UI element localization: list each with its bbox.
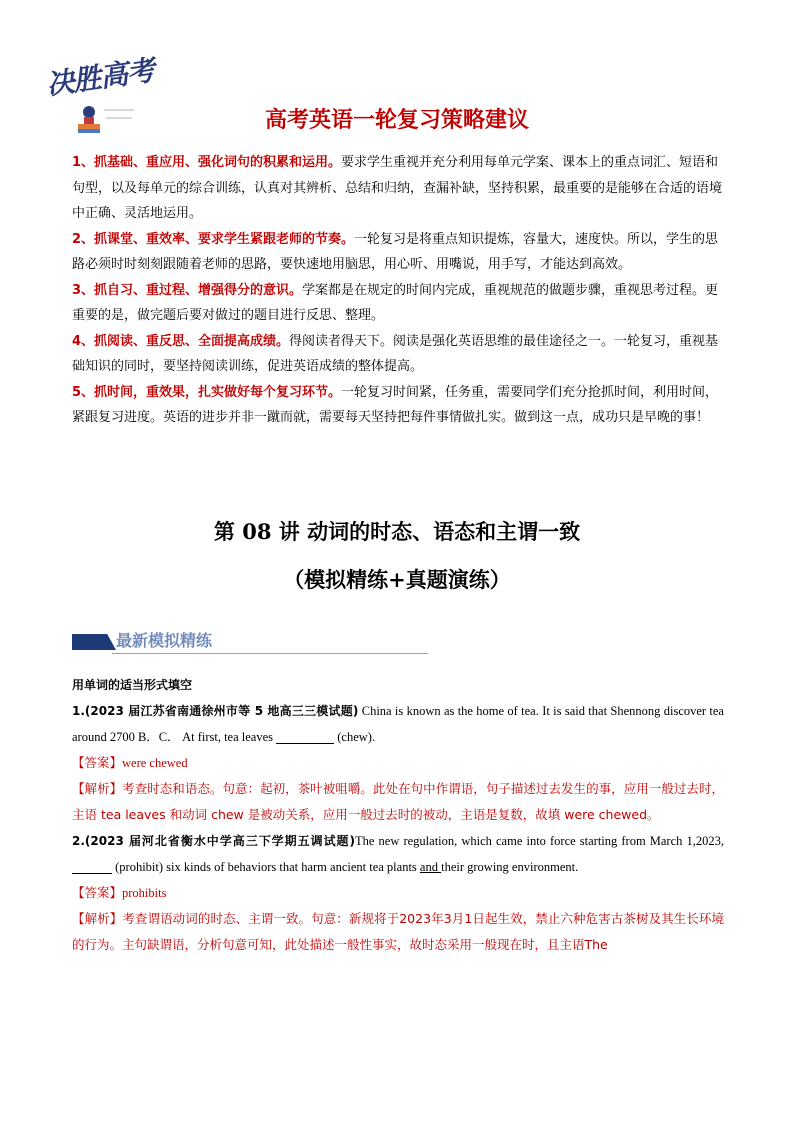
section-header xyxy=(72,630,428,656)
document-title: 高考英语一轮复习策略建议 xyxy=(264,108,529,133)
q2-answer xyxy=(72,880,724,906)
q2-number: 2. xyxy=(72,834,85,848)
tip-3 xyxy=(72,278,724,329)
section-title: 最新模拟精练 xyxy=(116,631,213,650)
q2-text-a: The new regulation, which came into force starting from March 1,2023, xyxy=(355,834,724,848)
logo-text: 决胜高考 xyxy=(44,53,156,102)
exercise-content xyxy=(72,672,724,958)
instruction: 用单词的适当形式填空 xyxy=(72,678,193,692)
q1-source: (2023 届江苏省南通徐州市等 5 地高三三模试题) xyxy=(84,704,359,718)
q2-analysis-text: 考查谓语动词的时态、主谓一致。句意：新规将于2023年3月1日起生效，禁止六种危害古茶树及其生长环境的行为。主句缺谓语，分析句意可知，此处描述一般性事实，故时态采用一般现在时，且主语The xyxy=(72,911,724,952)
question-1 xyxy=(72,698,724,750)
q1-analysis-label: 【解析】 xyxy=(72,781,123,796)
tip-2 xyxy=(72,227,724,278)
strategy-tips xyxy=(72,150,724,431)
tip-2-lead: 2、抓课堂、重效率、要求学生紧跟老师的节奏。 xyxy=(72,231,355,247)
q1-answer-value: were chewed xyxy=(122,756,188,770)
tip-1 xyxy=(72,150,724,227)
q2-text-c: their growing environment. xyxy=(441,860,579,874)
q2-analysis xyxy=(72,906,724,958)
q2-analysis-label: 【解析】 xyxy=(72,911,123,926)
q2-answer-value: prohibits xyxy=(122,886,167,900)
tip-4-lead: 4、抓阅读、重反思、全面提高成绩。 xyxy=(72,333,290,349)
section-marker xyxy=(72,634,116,650)
tip-3-text: 学案都是在规定的时间内完成，重视规范的做题步骤，重视思考过程。更重要的是，做完题后要对做过的题目进行反思、整理。 xyxy=(72,282,719,323)
tip-5 xyxy=(72,380,724,431)
q2-source: (2023 届河北省衡水中学高三下学期五调试题) xyxy=(84,834,355,848)
lesson-title: 第 08 讲 动词的时态、语态和主谓一致 xyxy=(213,519,581,544)
lesson-subtitle: （模拟精练+真题演练） xyxy=(283,567,511,592)
q1-analysis-text: 考查时态和语态。句意：起初，茶叶被咀嚼。此处在句中作谓语，句子描述过去发生的事，应用一般过去时，主语 tea leaves 和动词 chew 是被动关系，应用一般过去时的被动，主语是复数，故填 were chewed。 xyxy=(72,781,724,822)
q1-answer-label: 【答案】 xyxy=(72,755,123,770)
tip-3-lead: 3、抓自习、重过程、增强得分的意识。 xyxy=(72,282,303,298)
tip-4 xyxy=(72,329,724,380)
q2-answer-label: 【答案】 xyxy=(72,885,123,900)
tip-4-text: 得阅读者得天下。阅读是强化英语思维的最佳途径之一。一轮复习，重视基础知识的同时，要坚持阅读训练，促进英语成绩的整体提高。 xyxy=(72,333,719,374)
q1-blank[interactable] xyxy=(276,729,334,744)
tip-1-lead: 1、抓基础、重应用、强化词句的积累和运用。 xyxy=(72,155,342,170)
tip-2-text: 一轮复习是将重点知识提炼，容量大，速度快。所以，学生的思路必须时时刻刻跟随着老师的思路，要快速地用脑思，用心听、用嘴说，用手写，才能达到高效。 xyxy=(72,231,719,272)
section-divider xyxy=(112,653,428,654)
q2-underlined: and xyxy=(419,860,442,874)
q1-analysis xyxy=(72,776,724,828)
question-2 xyxy=(72,828,724,880)
q2-text-b: (prohibit) six kinds of behaviors that harm ancient tea plants xyxy=(112,860,420,874)
q2-blank[interactable] xyxy=(72,859,112,874)
q1-number: 1. xyxy=(72,704,85,718)
tip-1-text: 要求学生重视并充分利用每单元学案、课本上的重点词汇、短语和句型，以及每单元的综合训练，认真对其辨析、总结和归纳，查漏补缺，坚持积累，最重要的是能够在合适的语境中正确、灵活地运用。 xyxy=(72,155,723,221)
q1-text-a: China is known as the home of tea. It is said that Shennong discover tea around 2700 B．C． At first, tea leaves xyxy=(72,704,724,744)
tip-5-lead: 5、抓时间，重效果，扎实做好每个复习环节。 xyxy=(72,384,342,400)
q1-answer xyxy=(72,750,724,776)
q1-text-b: (chew). xyxy=(334,730,376,744)
tip-5-text: 一轮复习时间紧，任务重，需要同学们充分抢抓时间，利用时间，紧跟复习进度。英语的进步并非一蹴而就，需要每天坚持把每件事情做扎实。做到这一点，成功只是早晚的事！ xyxy=(72,384,719,425)
